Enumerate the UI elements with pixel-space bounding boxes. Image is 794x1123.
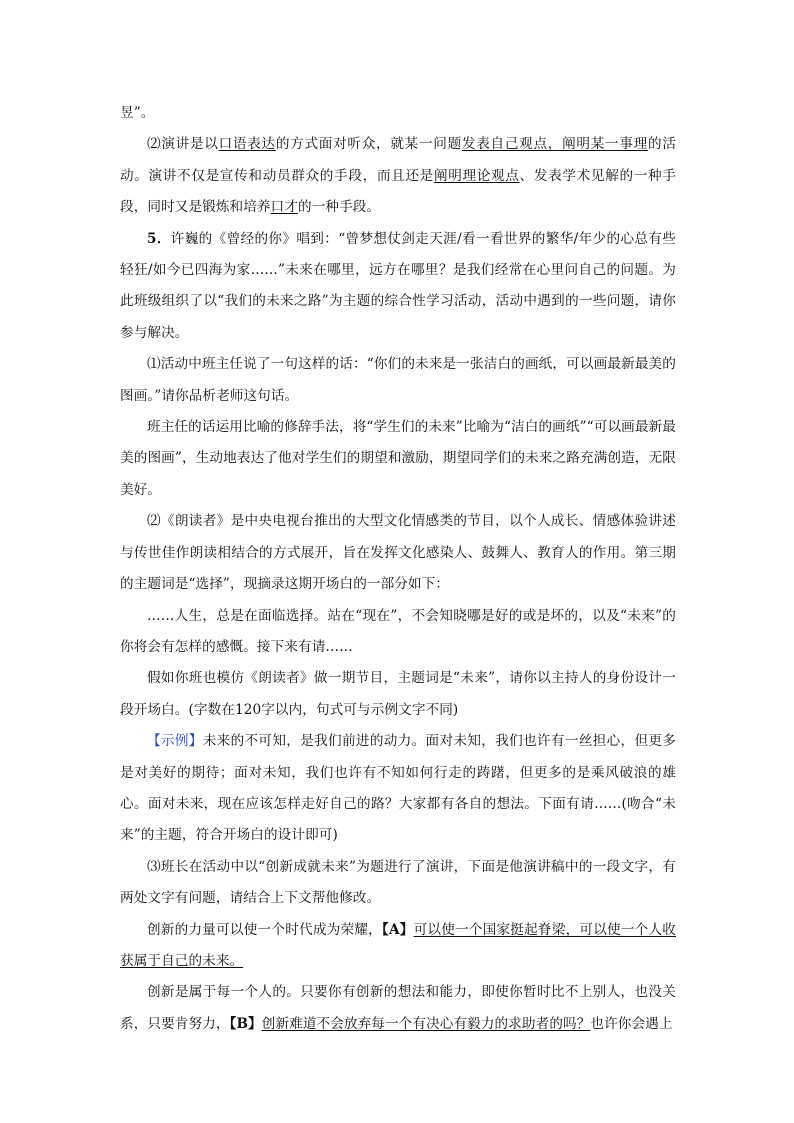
- text: 班主任的话运用比喻的修辞手法，将“学生们的未来”比喻为“洁白的画纸”“可以画最新最美的图画”，生动地表达了他对学生们的期望和激励，期望同学们的未来之路充满创造，无限美好。: [120, 419, 676, 498]
- text: 创新的力量可以使一个时代成为荣耀，: [147, 921, 382, 938]
- speech-para-2: [120, 977, 676, 1040]
- underlined-text: 口才: [270, 199, 299, 216]
- sub-question-2-task: [120, 663, 676, 726]
- text: ……人生，总是在面临选择。站在“现在”，不会知晓哪是好的或是坏的，以及“未来”的你将会有怎样的感慨。接下来有请……: [120, 607, 676, 655]
- para-speech-definition: [120, 129, 676, 223]
- answer-1: [120, 412, 676, 506]
- underlined-text: 发表自己观点，阐明某一事理: [461, 136, 648, 153]
- text: 的一种手段。: [298, 199, 381, 216]
- underlined-text: 可以使一个国家挺起脊梁，可以使一个人收获属于自己的未来。: [120, 921, 676, 969]
- underlined-text: 创新难道不会放弃每一个有决心有毅力的求助者的吗？: [261, 1015, 591, 1032]
- question-number: 5．: [147, 230, 171, 247]
- text: 假如你班也模仿《朗读者》做一期节目，主题词是“未来”，请你以主持人的身份设计一段开场白。(字数在120字以内，句式可与示例文字不同): [120, 670, 676, 718]
- mark-b: 【B】: [229, 1015, 262, 1032]
- text: 的方式面对听众，就某一问题: [275, 136, 462, 153]
- text: ⑵《朗读者》是中央电视台推出的大型文化情感类的节目，以个人成长、情感体验讲述与传世佳作朗读相结合的方式展开，旨在发挥文化感染人、鼓舞人、教育人的作用。第三期的主题词是“选择”，现摘录这期开场白的一部分如下：: [120, 513, 676, 593]
- text: 也许你会遇上: [590, 1015, 673, 1032]
- text: 昱”。: [120, 105, 155, 121]
- text: ⑶班长在活动中以“创新成就未来”为题进行了演讲，下面是他演讲稿中的一段文字，有两处文字有问题，请结合上下文帮他修改。: [120, 858, 676, 907]
- question-text: 许巍的《曾经的你》唱到：“曾梦想仗剑走天涯/看一看世界的繁华/年少的心总有些轻狂/如今已四海为家……”未来在哪里，远方在哪里？是我们经常在心里问自己的问题。为此班级组织了以“我们的未来之路”为主题的综合性学习活动，活动中遇到的一些问题，请你参与解决。: [120, 230, 676, 341]
- quote-excerpt: [120, 601, 676, 664]
- para-continuation: [120, 98, 676, 129]
- speech-para-1: [120, 915, 676, 978]
- document-body: [120, 98, 676, 1040]
- sub-question-3: [120, 852, 676, 915]
- mark-a: 【A】: [381, 921, 414, 938]
- text: 、发表学术见解的一种手段，同时又是锻炼和培养: [120, 167, 676, 216]
- question-5: [120, 224, 676, 350]
- text: 创新是属于每一个人的。只要你有创新的想法和能力，即使你暂时比不上别人，也没关系，只要肯努力，: [120, 984, 676, 1032]
- example-label: 【示例】: [147, 733, 203, 750]
- sub-question-1: [120, 349, 676, 412]
- text: ⑴活动中班主任说了一句这样的话：“你们的未来是一张洁白的画纸，可以画最新最美的图画。”请你品析老师这句话。: [120, 356, 676, 404]
- text: 的活动。演讲不仅是宣传和动员群众的手段，而且还是: [120, 136, 677, 184]
- underlined-text: 口语表达: [218, 136, 276, 153]
- sub-question-2: [120, 506, 676, 600]
- text: ⑵演讲是以: [147, 136, 219, 153]
- text: 未来的不可知，是我们前进的动力。面对未知，我们也许有一丝担心，但更多是对美好的期待；面对未知，我们也许有不知如何行走的踌躇，但更多的是乘风破浪的雄心。面对未来，现在应该怎样走好自己的路？大家都有各自的想法。下面有请……(吻合“未来”的主题，符合开场白的设计即可): [120, 733, 676, 844]
- underlined-text: 阐明理论观点: [433, 167, 520, 184]
- answer-2-example: [120, 726, 676, 852]
